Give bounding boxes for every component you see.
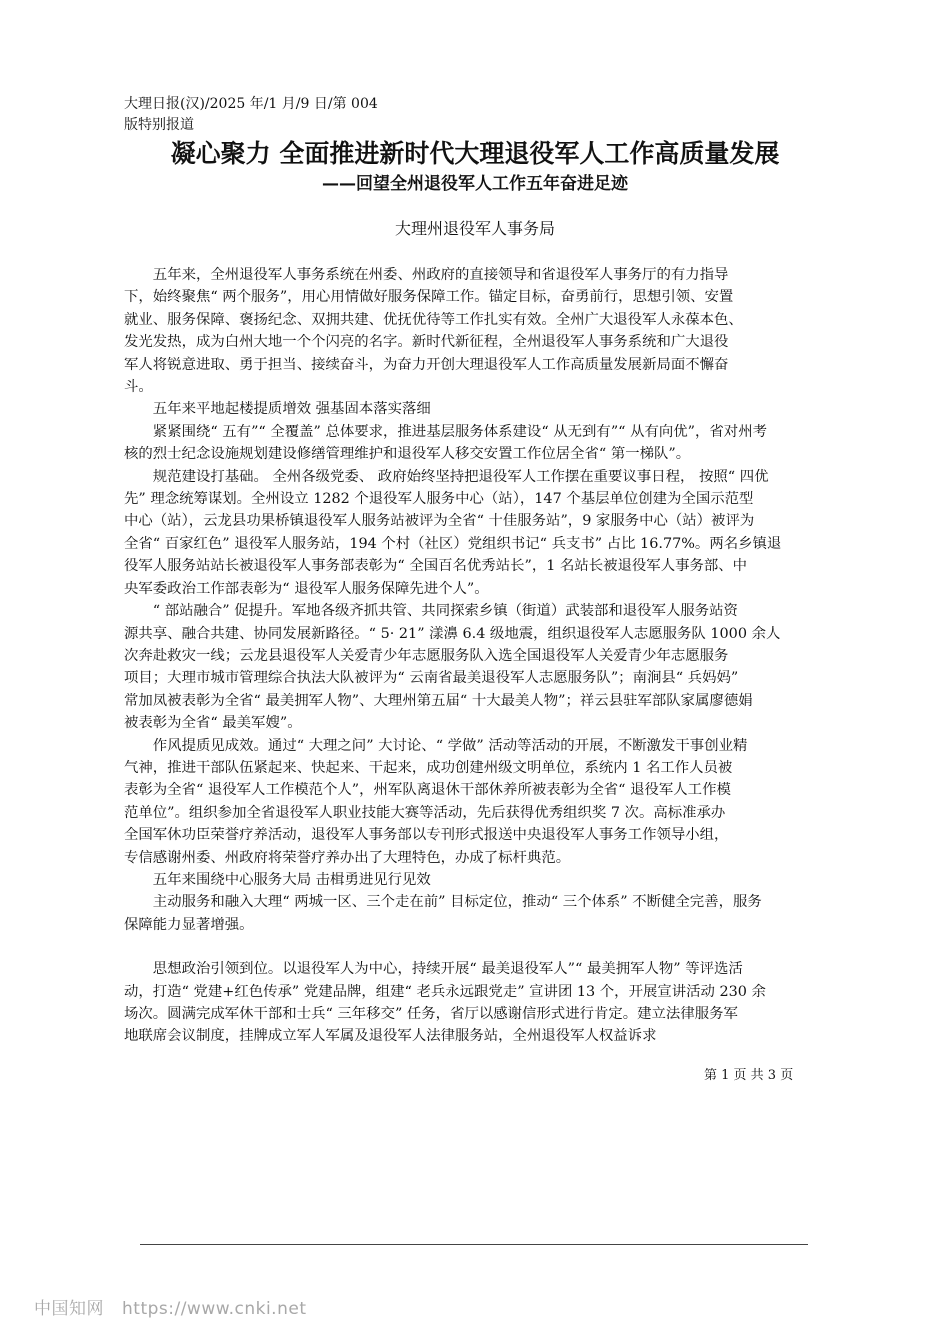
paragraph: 思想政治引领到位。以退役军人为中心，持续开展“ 最美退役军人”“ 最美拥军人物” 等评选活 动，打造“ 党建+红色传承” 党建品牌，组建“ 老兵永远跟党走” 宣讲团 13 个，开展宣讲活动 230 余 场次。圆满完成军休干部和士兵“ 三年移交” 任务，省厅以感谢信形式进行肯定。建立法律服务军 地联席会议制度，挂牌成立军人军属及退役军人法律服务站，全州退役军人权益诉求 [124, 961, 766, 1045]
paragraph: 主动服务和融入大理“ 两城一区、三个走在前” 目标定位，推动“ 三个体系” 不断健全完善，服务 保障能力显著增强。 [124, 894, 762, 933]
paragraph: 作风提质见成效。通过“ 大理之问” 大讨论、“ 学做” 活动等活动的开展，不断激发干事创业精 气神，推进干部队伍紧起来、快起来、干起来，成功创建州级文明单位，系统内 1 名工作人员被 表彰为全省“ 退役军人工作模范个人”，州军队离退休干部休养所被表彰为全省“ 退役军人工作模 范单位”。组织参加全省退役军人职业技能大赛等活动，先后获得优秀组织奖 7 次。高标准承办 全国军休功臣荣誉疗养活动，退役军人事务部以专刊形式报送中央退役军人事务工作领导小组， 专信感谢州委、州政府将荣誉疗养办出了大理特色，办成了标杆典范。 [124, 737, 748, 866]
section-heading-1: 五年来平地起楼提质增效 强基固本落实落细 [152, 401, 431, 418]
source-line-2: 版特别报道 [124, 117, 194, 133]
source-header [124, 94, 444, 136]
paragraph: 紧紧围绕“ 五有”“ 全覆盖” 总体要求，推进基层服务体系建设“ 从无到有”“ 从有向优”，省对州考 核的烈士纪念设施规划建设修缮管理维护和退役军人移交安置工作位居全省“ 第一梯队”。 [124, 423, 767, 463]
watermark-brand: 中国知网 [34, 1299, 104, 1319]
source-line-1: 大理日报(汉)/2025 年/1 月/9 日/第 004 [124, 96, 378, 112]
cnki-watermark [34, 1294, 324, 1319]
article-subtitle: ——回望全州退役军人工作五年奋进足迹 [322, 174, 628, 194]
article-title: 凝心聚力 全面推进新时代大理退役军人工作高质量发展 [170, 139, 780, 168]
article-author: 大理州退役军人事务局 [394, 219, 555, 238]
paragraph: “ 部站融合” 促提升。军地各级齐抓共管、共同探索乡镇（街道）武装部和退役军人服务站资 源共享、融合共建、协同发展新路径。“ 5· 21” 漾濞 6.4 级地震，组织退役军人志愿服务队 1000 余人 次奔赴救灾一线；云龙县退役军人关爱青少年志愿服务队入选全国退役军人关爱青少年志愿服务 项目；大理市城市管理综合执法大队被评为“ 云南省最美退役军人志愿服务队”；南涧县“ 兵妈妈” 常加凤被表彰为全省“ 最美拥军人物”、大理州第五届“ 十大最美人物”；祥云县驻军部队家属廖德娟 被表彰为全省“ 最美军嫂”。 [124, 603, 781, 732]
paragraph: 规范建设打基础。 全州各级党委、 政府始终坚持把退役军人工作摆在重要议事日程， 按照“ 四优 先” 理念统筹谋划。全州设立 1282 个退役军人服务中心（站），147 个基层单位创建为全国示范型 中心（站），云龙县功果桥镇退役军人服务站被评为全省“ 十佳服务站”，9 家服务中心（站）被评为 全省“ 百家红色” 退役军人服务站，194 个村（社区）党组织书记“ 兵支书” 占比 16.77%。两名乡镇退 役军人服务站站长被退役军人事务部表彰为“ 全国百名优秀站长”，1 名站长被退役军人事务部、中 央军委政治工作部表彰为“ 退役军人服务保障先进个人”。 [124, 468, 782, 597]
watermark-url: https://www.cnki.net [122, 1299, 307, 1319]
paragraph-spacer [124, 936, 830, 958]
footer-divider [140, 1244, 808, 1245]
paragraph-intro: 五年来，全州退役军人事务系统在州委、州政府的直接领导和省退役军人事务厅的有力指导 下，始终聚焦“ 两个服务”，用心用情做好服务保障工作。锚定目标，奋勇前行，思想引领、安置 就业、服务保障、褒扬纪念、双拥共建、优抚优待等工作扎实有效。全州广大退役军人永葆本色、 发光发热，成为白州大地一个个闪亮的名字。新时代新征程，全州退役军人事务系统和广大退役 军人将锐意进取、勇于担当、接续奋斗，为奋力开创大理退役军人工作高质量发展新局面不懈奋 斗。 [124, 267, 743, 396]
page-number: 第 1 页 共 3 页 [704, 1068, 794, 1083]
article-body [124, 264, 830, 1048]
section-heading-2: 五年来围绕中心服务大局 击楫勇进见行见效 [152, 871, 431, 888]
